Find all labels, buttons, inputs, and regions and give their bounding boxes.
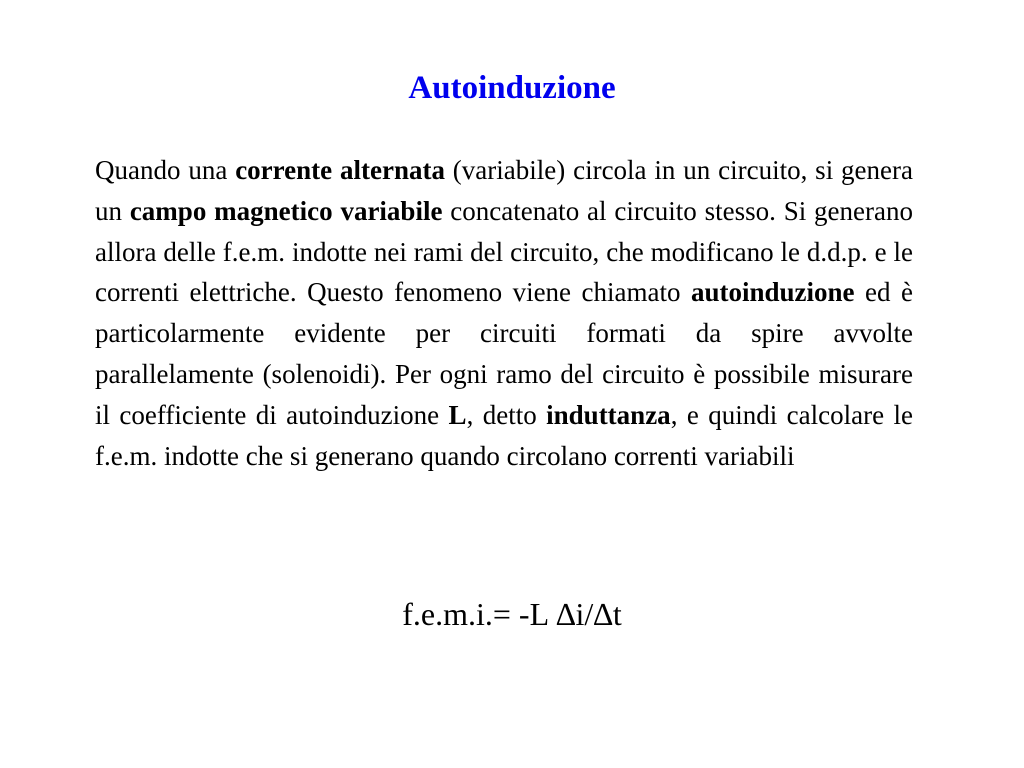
text-run: concatenato al circuito stesso. Si generano allora delle f.e.m. indotte nei rami del circuito, che modificano le d.d.p. e le correnti elettriche. Questo fenomeno viene chiamato: [95, 195, 913, 308]
text-run: (variabile) circola in un circuito, si genera un: [95, 155, 913, 226]
bold-term-campo-magnetico-variabile: campo magnetico variabile: [129, 195, 443, 226]
bold-term-autoinduzione: autoinduzione: [691, 277, 855, 308]
text-run: ed è particolarmente evidente per circuiti formati da spire avvolte parallelamente (solenoidi). Per ogni ramo del circuito è possibile misurare il coefficiente di autoinduzione: [95, 277, 914, 430]
bold-term-l: L: [448, 399, 467, 430]
text-run: , e quindi calcolare le f.e.m. indotte che si generano quando circolano correnti variabili: [95, 399, 913, 471]
formula: f.e.m.i.= -L ∆i/∆t: [402, 596, 622, 632]
text-run: , detto: [466, 399, 547, 430]
text-run: Quando una: [95, 155, 236, 185]
slide-title: Autoinduzione: [408, 70, 616, 106]
bold-term-induttanza: induttanza: [546, 399, 671, 430]
body-paragraph: [95, 150, 913, 476]
bold-term-corrente-alternata: corrente alternata: [235, 155, 445, 185]
